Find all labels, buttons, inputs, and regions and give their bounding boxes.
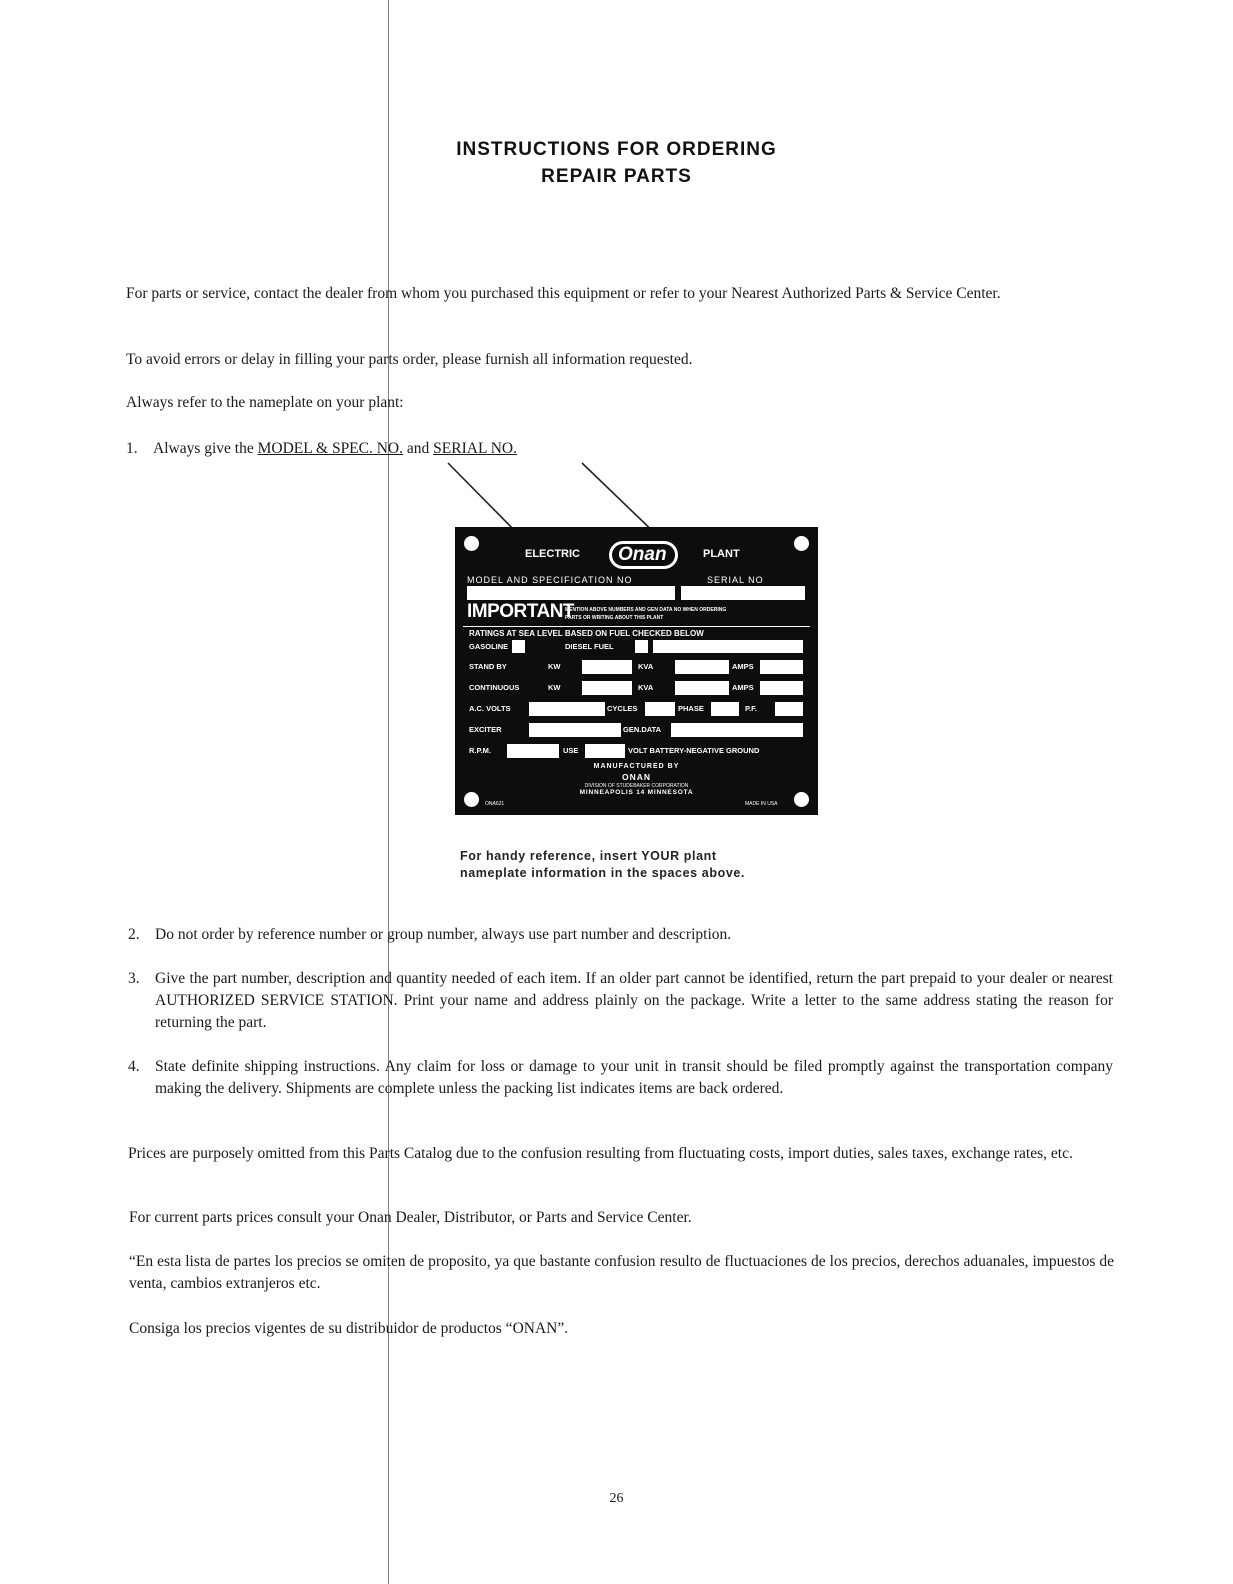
serial-field-label: SERIAL NO [707, 575, 764, 585]
spanish-paragraph-2: Consiga los precios vigentes de su distribuidor de productos “ONAN”. [129, 1320, 569, 1337]
list-item-text: State definite shipping instructions. Any claim for loss or damage to your unit in transit should be filed promptly against the transportation company making the delivery. Shipments are complete unless the packing list indicates items are back ordered. [155, 1058, 1113, 1097]
list-item-number: 2. [128, 926, 140, 943]
list-item-2 [128, 924, 1113, 946]
continuous-amps-field [760, 681, 803, 695]
standby-amps-field [760, 660, 803, 674]
exciter-field [529, 723, 621, 737]
gen-data-label: GEN.DATA [623, 725, 662, 734]
caption-line1: For handy reference, insert YOUR plant [460, 849, 717, 863]
nameplate-plant: PLANT [703, 548, 740, 560]
list-item-3 [128, 968, 1113, 1034]
continuous-label: CONTINUOUS [469, 683, 520, 692]
continuous-amps-label: AMPS [732, 683, 754, 692]
division-text: DIVISION OF STUDEBAKER CORPORATION [584, 783, 689, 789]
prices-omitted-paragraph: Prices are purposely omitted from this Parts Catalog due to the confusion resulting from fluctuating costs, import duties, sales taxes, exchange rates, etc. [128, 1145, 1073, 1162]
avoid-errors-paragraph: To avoid errors or delay in filling your parts order, please furnish all information requested. [126, 351, 693, 368]
ratings-label: RATINGS AT SEA LEVEL BASED ON FUEL CHECKED BELOW [469, 629, 704, 638]
battery-volt-field [585, 744, 625, 758]
volt-battery-label: VOLT BATTERY-NEGATIVE GROUND [628, 746, 760, 755]
pf-label: P.F. [745, 704, 757, 713]
important-note-2: PARTS OR WRITING ABOUT THIS PLANT [565, 615, 664, 621]
standby-kw-label: KW [548, 662, 561, 671]
gasoline-label: GASOLINE [469, 642, 509, 651]
phase-label: PHASE [678, 704, 704, 713]
standby-kw-field [582, 660, 632, 674]
rpm-label: R.P.M. [469, 746, 491, 755]
mounting-hole [794, 536, 809, 551]
page-title-line2: REPAIR PARTS [541, 166, 692, 187]
continuous-kw-field [582, 681, 632, 695]
diesel-label: DIESEL FUEL [565, 642, 614, 651]
continuous-kva-field [675, 681, 729, 695]
continuous-kva-label: KVA [638, 683, 654, 692]
list-item-text: Give the part number, description and quantity needed of each item. If an older part cannot be identified, return the part prepaid to your dealer or nearest AUTHORIZED SERVICE STATION. Print your name and address plainly on the package. Write a letter to the same address stating the reason for returning the part. [155, 970, 1113, 1031]
nameplate-electric: ELECTRIC [525, 548, 580, 560]
important-heading: IMPORTANT [467, 601, 575, 622]
divider [463, 626, 810, 627]
manufactured-by: MANUFACTURED BY [593, 763, 680, 770]
standby-amps-label: AMPS [732, 662, 754, 671]
list-item-text: Do not order by reference number or group number, always use part number and description. [155, 926, 732, 943]
model-spec-label: MODEL & SPEC. NO. [257, 440, 404, 457]
gen-data-field [671, 723, 803, 737]
diesel-checkbox [635, 640, 648, 653]
standby-kva-field [675, 660, 729, 674]
onan-logo: Onan [609, 541, 678, 569]
plate-code: ONA621 [485, 801, 505, 807]
list-item-number: 3. [128, 970, 140, 987]
standby-kva-label: KVA [638, 662, 654, 671]
important-note-1: MENTION ABOVE NUMBERS AND GEN DATA NO WHEN ORDERING [565, 607, 727, 613]
caption-line2: nameplate information in the spaces above. [460, 866, 745, 880]
serial-field [681, 586, 805, 600]
contact-paragraph: For parts or service, contact the dealer from whom you purchased this equipment or refer to your Nearest Authorized Parts & Service Center. [126, 285, 1001, 302]
page-title-line1: INSTRUCTIONS FOR ORDERING [456, 139, 777, 160]
prices-consult-paragraph: For current parts prices consult your Onan Dealer, Distributor, or Parts and Service Center. [129, 1209, 692, 1226]
serial-label: SERIAL NO. [433, 440, 517, 457]
ac-volts-field [529, 702, 605, 716]
made-in: MADE IN USA [745, 801, 778, 807]
nameplate-ref-paragraph: Always refer to the nameplate on your plant: [126, 394, 404, 411]
standby-label: STAND BY [469, 662, 507, 671]
list-item-number: 1. [126, 440, 138, 457]
item1-pre-text: Always give the [153, 440, 258, 457]
cycles-label: CYCLES [607, 704, 638, 713]
exciter-label: EXCITER [469, 725, 502, 734]
pf-field [775, 702, 803, 716]
ac-volts-label: A.C. VOLTS [469, 704, 511, 713]
phase-field [711, 702, 739, 716]
nameplate [455, 527, 818, 815]
continuous-kw-label: KW [548, 683, 561, 692]
city-text: MINNEAPOLIS 14 MINNESOTA [579, 789, 694, 796]
model-spec-field [467, 586, 675, 600]
mounting-hole [464, 536, 479, 551]
page-number: 26 [609, 1491, 624, 1506]
use-label: USE [563, 746, 579, 755]
spanish-paragraph-1: “En esta lista de partes los precios se omiten de proposito, ya que bastante confusion resulto de fluctuaciones de los precios, derechos aduanales, impuestos de venta, cambios extranjeros etc. [129, 1253, 1114, 1292]
fuel-field [653, 640, 803, 653]
rpm-field [507, 744, 559, 758]
list-item-number: 4. [128, 1058, 140, 1075]
model-spec-field-label: MODEL AND SPECIFICATION NO [467, 575, 633, 585]
item1-and-text: and [403, 440, 434, 457]
gasoline-checkbox [512, 640, 525, 653]
nameplate-onan: ONAN [621, 772, 652, 782]
cycles-field [645, 702, 675, 716]
list-item-4 [128, 1056, 1113, 1100]
